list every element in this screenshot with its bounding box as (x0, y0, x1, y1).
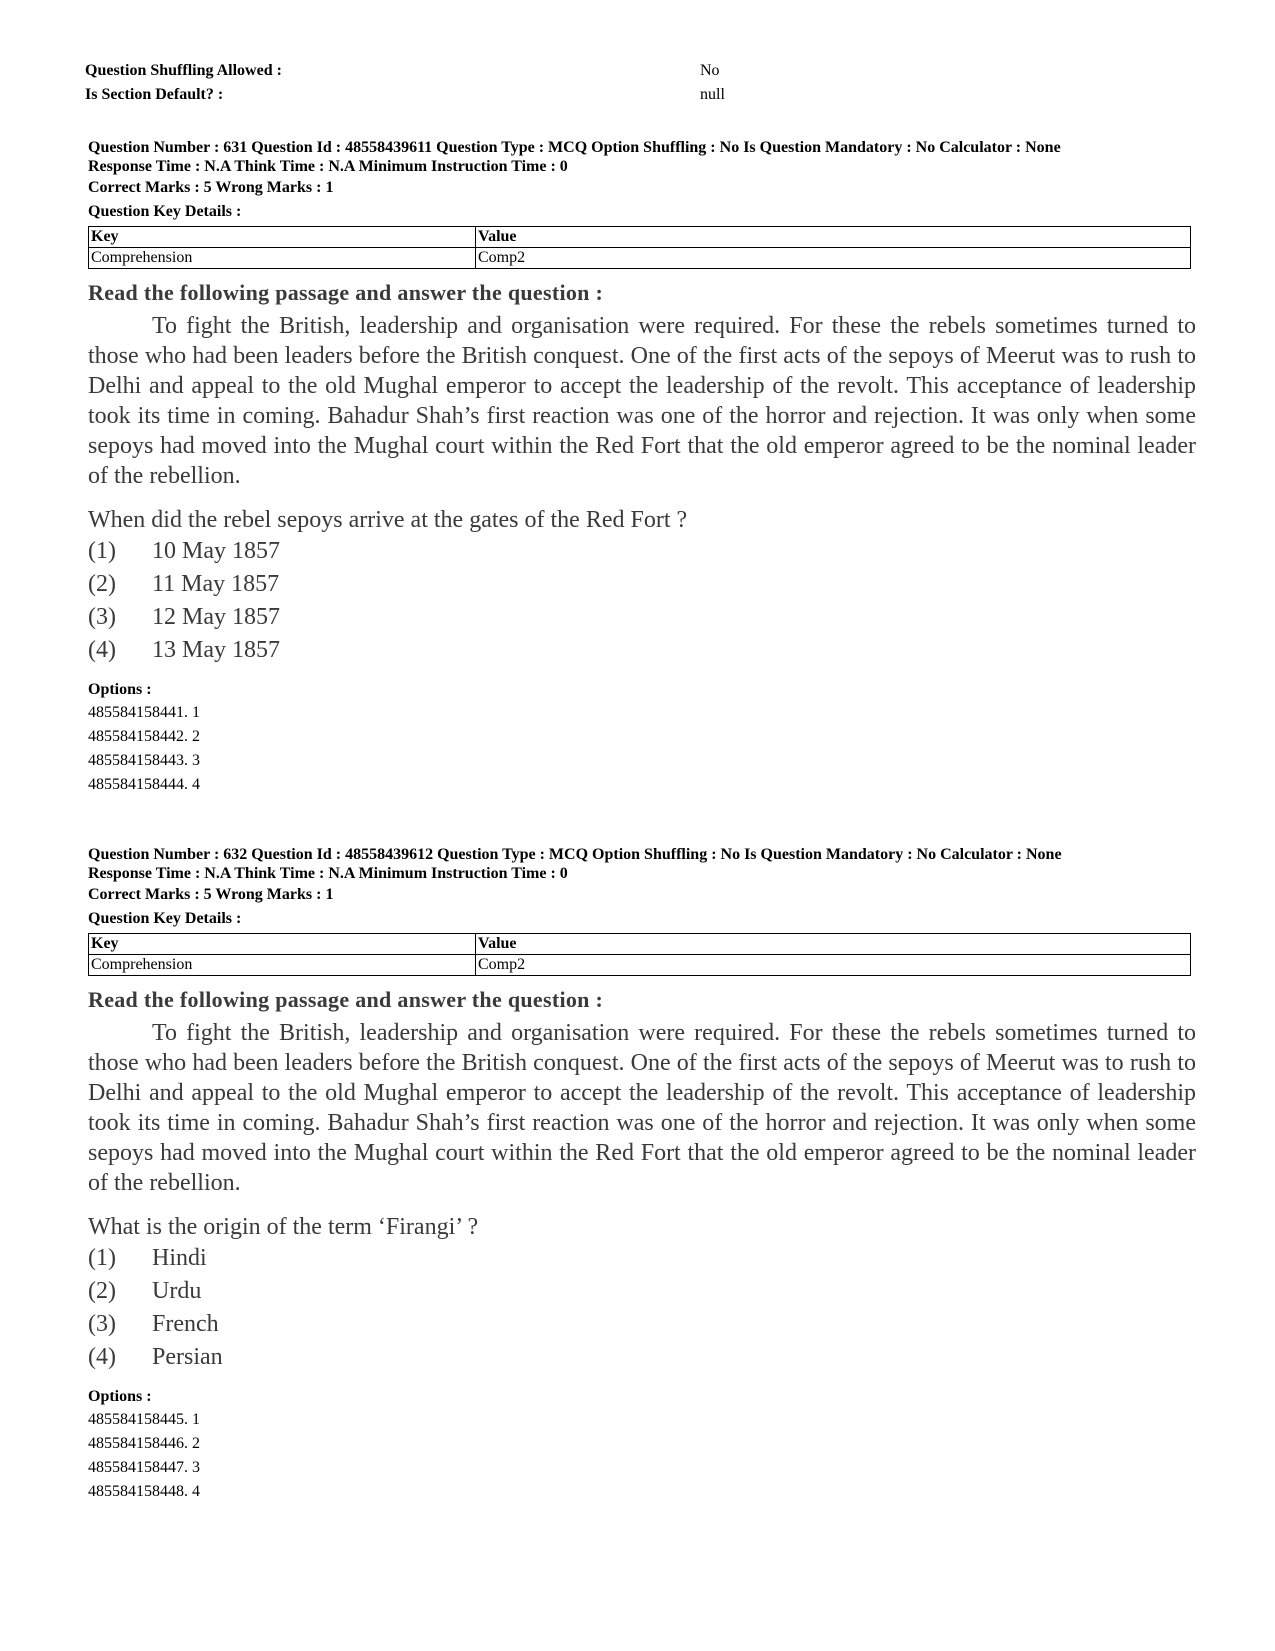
choice-item (88, 1242, 1198, 1275)
table-cell: Comprehension (89, 248, 476, 269)
option-id: 485584158445. 1 (88, 1411, 200, 1428)
question-timing: Response Time : N.A Think Time : N.A Minimum Instruction Time : 0 (88, 158, 568, 175)
question-image (88, 986, 1198, 1374)
choice-text: 11 May 1857 (152, 571, 280, 597)
choice-number: (4) (88, 1344, 116, 1370)
question-text: What is the origin of the term ‘Firangi’ ? (88, 1214, 479, 1240)
choice-text: Urdu (152, 1278, 202, 1304)
options-label: Options : (88, 1388, 152, 1405)
passage-text: To fight the British, leadership and organisation were required. For these the rebels sometimes turned to those who had been leaders before the British conquest. One of the first acts of the sepoys of Meerut was to rush to Delhi and appeal to the old Mughal emperor to accept the leadership of the revolt. This acceptance of leadership took its time in coming. Bahadur Shah’s first reaction was one of the horror and rejection. It was only when some sepoys had moved into the Mughal court within the Red Fort that the old emperor agreed to be the nominal leader of the rebellion. (88, 1020, 1196, 1196)
option-id: 485584158448. 4 (88, 1483, 200, 1500)
table-header-key: Key (89, 934, 476, 955)
choice-number: (4) (88, 637, 116, 663)
option-id: 485584158443. 3 (88, 752, 200, 769)
choice-item (88, 1308, 1198, 1341)
passage-text: To fight the British, leadership and organisation were required. For these the rebels sometimes turned to those who had been leaders before the British conquest. One of the first acts of the sepoys of Meerut was to rush to Delhi and appeal to the old Mughal emperor to accept the leadership of the revolt. This acceptance of leadership took its time in coming. Bahadur Shah’s first reaction was one of the horror and rejection. It was only when some sepoys had moved into the Mughal court within the Red Fort that the old emperor agreed to be the nominal leader of the rebellion. (88, 313, 1196, 489)
table-header-row (89, 227, 1191, 248)
choice-number: (2) (88, 1278, 116, 1304)
choice-number: (3) (88, 604, 116, 630)
question-block (88, 845, 1198, 1504)
key-details-table (88, 226, 1191, 269)
option-id: 485584158442. 2 (88, 728, 200, 745)
question-text: When did the rebel sepoys arrive at the gates of the Red Fort ? (88, 507, 688, 533)
question-marks: Correct Marks : 5 Wrong Marks : 1 (88, 179, 334, 196)
question-header: Question Number : 632 Question Id : 48558439612 Question Type : MCQ Option Shuffling : No Is Question Mandatory : No Calculator : None (88, 846, 1062, 863)
table-header-value: Value (476, 934, 1191, 955)
key-details-table (88, 933, 1191, 976)
choice-text: Persian (152, 1344, 223, 1370)
section-default-value: null (700, 86, 725, 103)
choice-number: (2) (88, 571, 116, 597)
options-label: Options : (88, 681, 152, 698)
table-header-row (89, 934, 1191, 955)
choice-number: (3) (88, 1311, 116, 1337)
shuffling-label: Question Shuffling Allowed : (85, 62, 282, 79)
question-timing: Response Time : N.A Think Time : N.A Minimum Instruction Time : 0 (88, 865, 568, 882)
question-marks: Correct Marks : 5 Wrong Marks : 1 (88, 886, 334, 903)
choice-text: 12 May 1857 (152, 604, 280, 630)
choice-item (88, 1275, 1198, 1308)
table-row (89, 248, 1191, 269)
option-id: 485584158441. 1 (88, 704, 200, 721)
key-details-label: Question Key Details : (88, 910, 242, 927)
table-cell: Comprehension (89, 955, 476, 976)
key-details-label: Question Key Details : (88, 203, 242, 220)
question-image (88, 279, 1198, 667)
choice-text: 13 May 1857 (152, 637, 280, 663)
passage-intro: Read the following passage and answer the question : (88, 987, 604, 1012)
choice-text: 10 May 1857 (152, 538, 280, 564)
table-header-key: Key (89, 227, 476, 248)
question-block (88, 138, 1198, 797)
choice-text: Hindi (152, 1245, 207, 1271)
passage-intro: Read the following passage and answer the question : (88, 280, 604, 305)
choice-text: French (152, 1311, 219, 1337)
choice-number: (1) (88, 538, 116, 564)
table-row (89, 955, 1191, 976)
choice-item (88, 601, 1198, 634)
table-cell: Comp2 (476, 955, 1191, 976)
choice-item (88, 634, 1198, 667)
choice-number: (1) (88, 1245, 116, 1271)
option-id: 485584158444. 4 (88, 776, 200, 793)
choice-item (88, 535, 1198, 568)
table-cell: Comp2 (476, 248, 1191, 269)
shuffling-value: No (700, 62, 720, 79)
option-id: 485584158446. 2 (88, 1435, 200, 1452)
choice-item (88, 568, 1198, 601)
choice-item (88, 1341, 1198, 1374)
table-header-value: Value (476, 227, 1191, 248)
option-id: 485584158447. 3 (88, 1459, 200, 1476)
section-default-label: Is Section Default? : (85, 86, 224, 103)
question-header: Question Number : 631 Question Id : 48558439611 Question Type : MCQ Option Shuffling : No Is Question Mandatory : No Calculator : None (88, 139, 1061, 156)
